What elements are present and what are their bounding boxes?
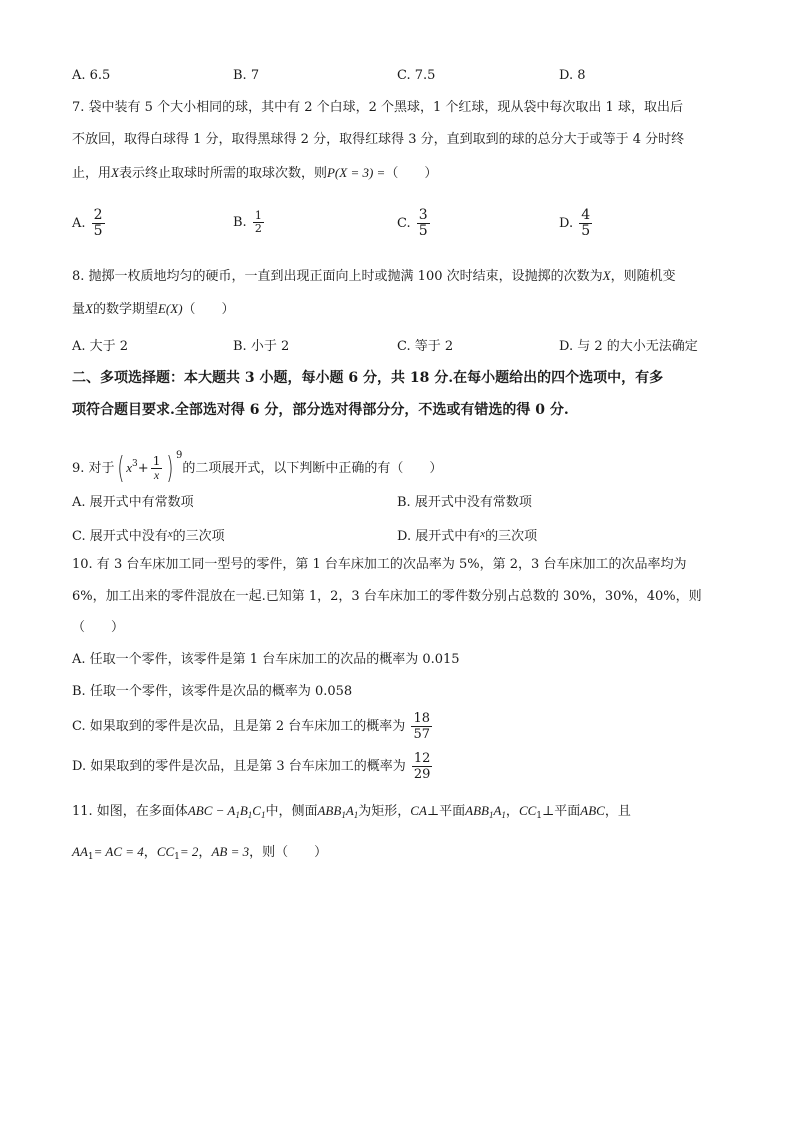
q11-text: 中，侧面 — [265, 804, 318, 819]
subscript: 1 — [501, 810, 506, 820]
fraction-denominator: 2 — [254, 222, 262, 235]
subscript: 1 — [353, 810, 359, 820]
equation: = AC = 4 — [93, 844, 144, 859]
fraction-denominator: x — [153, 468, 160, 482]
q9-suffix: 的二项展开式，以下判断中正确的有（ ） — [182, 461, 443, 476]
polyhedron-name — [188, 803, 266, 818]
plane-name — [465, 803, 506, 818]
q9-option-c — [72, 525, 225, 546]
q7-line-3 — [72, 164, 437, 183]
polyhedron-part: ABC − A — [187, 803, 236, 818]
q8-option-a: A. 大于 2 — [72, 339, 129, 354]
q8-option-d: D. 与 2 的大小无法确定 — [559, 339, 698, 354]
face-name — [317, 803, 358, 818]
segment-aa1: AA — [72, 844, 88, 859]
q10-line-1: 10. 有 3 台车床加工同一型号的零件，第 1 台车床加工的次品率为 5%，第 2，3 台车床加工的次品率均为 — [72, 557, 687, 572]
fraction-denominator: 29 — [413, 767, 431, 782]
q11-answer-paren: ，则（ ） — [249, 845, 328, 860]
q9-x: x — [126, 460, 133, 475]
q9-option-b: B. 展开式中没有常数项 — [397, 495, 532, 510]
fraction-numerator: 1 — [152, 454, 161, 468]
polyhedron-part: C — [252, 803, 261, 818]
subscript: 1 — [488, 810, 494, 820]
perpendicular-text: ⊥平面 — [542, 804, 581, 819]
q8-option-c: C. 等于 2 — [397, 339, 454, 354]
q11-text: 为矩形， — [358, 804, 411, 819]
fraction-denominator: 5 — [93, 223, 103, 239]
fraction-denominator: 5 — [581, 223, 591, 239]
face-part: ABB — [317, 803, 342, 818]
separator: ， — [198, 845, 212, 860]
fraction-numerator: 4 — [581, 207, 591, 223]
q6-option-a: A. 6.5 — [72, 68, 111, 83]
fraction-numerator: 1 — [254, 209, 262, 222]
q9-option-d — [397, 525, 537, 546]
perpendicular-text: ⊥平面 — [426, 804, 466, 819]
q7-answer-paren: （ ） — [385, 166, 438, 181]
q6-option-c: C. 7.5 — [397, 68, 436, 83]
q11-line-1 — [72, 802, 631, 825]
option-text: C. 展开式中没有 — [72, 529, 168, 544]
q7-option-d — [559, 208, 594, 239]
subscript: 1 — [235, 810, 240, 820]
fraction-numerator: 2 — [93, 207, 103, 223]
section-2-heading-line-2: 项符合题目要求.全部选对得 6 分，部分选对得部分分，不选或有错选的得 0 分. — [72, 402, 569, 418]
q7-probability-expression: P(X = 3) = — [326, 165, 386, 180]
q7-text: 止，用 — [72, 166, 112, 181]
q8-text: 量 — [72, 302, 86, 317]
subscript: 1 — [87, 852, 94, 862]
subscript: 1 — [260, 810, 266, 820]
q8-variable-x: X — [602, 268, 611, 283]
equation: AB = 3 — [211, 844, 250, 859]
q9-right-paren: ) — [166, 450, 174, 486]
q8-line-2 — [72, 300, 235, 319]
q9-exponent-9: 9 — [176, 450, 183, 461]
face-part: A — [345, 803, 354, 818]
option-text: D. 如果取到的零件是次品，且是第 3 台车床加工的概率为 — [72, 759, 406, 774]
q10-option-b: B. 任取一个零件，该零件是次品的概率为 0.058 — [72, 684, 353, 699]
q10-option-a: A. 任取一个零件，该零件是第 1 台车床加工的次品的概率为 0.015 — [72, 652, 460, 667]
segment-ca: CA — [410, 803, 427, 818]
q10-option-d — [72, 751, 434, 782]
segment-cc1: CC — [156, 844, 175, 859]
polyhedron-part: B — [239, 803, 248, 818]
option-label: A. — [72, 216, 86, 231]
q11-line-2 — [72, 843, 327, 866]
option-text: 的三次项 — [172, 529, 225, 544]
option-label: C. — [397, 216, 411, 231]
q6-option-d: D. 8 — [559, 68, 586, 83]
q11-text: ，且 — [604, 804, 631, 819]
q9-prefix: 9. 对于 — [72, 461, 115, 476]
subscript: 1 — [247, 810, 253, 820]
q11-text: 11. 如图，在多面体 — [72, 804, 188, 819]
option-text: C. 如果取到的零件是次品，且是第 2 台车床加工的概率为 — [72, 719, 406, 734]
q7-text: 表示终止取球时所需的取球次数，则 — [118, 166, 327, 181]
q9-left-paren: ( — [116, 450, 124, 486]
option-text: 的三次项 — [485, 529, 538, 544]
q8-variable-x: X — [85, 301, 93, 316]
fraction-denominator: 57 — [413, 727, 430, 742]
fraction-numerator: 12 — [413, 751, 431, 766]
separator: ， — [143, 845, 157, 860]
q7-variable-x: X — [111, 165, 119, 180]
q11-text: ， — [505, 804, 519, 819]
q8-expectation-expression: E(X) — [157, 301, 183, 316]
q7-option-a — [72, 208, 107, 239]
option-label: D. — [559, 216, 574, 231]
plane-abc: ABC — [580, 803, 605, 818]
equation: = 2 — [179, 844, 199, 859]
variable-x: x — [167, 528, 173, 540]
q9-option-a: A. 展开式中有常数项 — [72, 495, 194, 510]
q8-answer-paren: （ ） — [182, 302, 235, 317]
q6-option-b: B. 7 — [233, 68, 260, 83]
subscript: 1 — [174, 852, 180, 862]
q9-line-1 — [72, 438, 442, 487]
q8-line-1 — [72, 267, 676, 286]
plane-part: ABB — [465, 803, 489, 818]
q8-text: 的数学期望 — [92, 302, 158, 317]
q8-text: ，则随机变 — [610, 269, 676, 284]
q9-exponent-3: 3 — [132, 459, 138, 469]
variable-x: x — [480, 528, 486, 540]
subscript: 1 — [536, 811, 543, 821]
q7-line-1: 7. 袋中装有 5 个大小相同的球，其中有 2 个白球，2 个黑球，1 个红球，现从袋中每次取出 1 球，取出后 — [72, 100, 683, 115]
q9-plus: + — [137, 461, 149, 476]
fraction-numerator: 18 — [413, 711, 430, 726]
q7-option-b — [233, 210, 266, 235]
option-label: B. — [233, 215, 247, 230]
section-2-heading-line-1: 二、多项选择题：本大题共 3 小题，每小题 6 分，共 18 分.在每小题给出的四个选项中，有多 — [72, 370, 664, 386]
subscript: 1 — [341, 810, 346, 820]
q8-text: 8. 抛掷一枚质地均匀的硬币，一直到出现正面向上时或抛满 100 次时结束，设抛掷的次数为 — [72, 269, 603, 284]
q10-option-c — [72, 711, 434, 742]
q10-line-3: （ ） — [72, 620, 125, 635]
fraction-numerator: 3 — [418, 207, 428, 223]
option-text: D. 展开式中有 — [397, 529, 481, 544]
q7-line-2: 不放回，取得白球得 1 分，取得黑球得 2 分，取得红球得 3 分，直到取到的球的总分大于或等于 4 分时终 — [72, 132, 685, 147]
q7-option-c — [397, 208, 432, 239]
segment-cc1: CC — [518, 803, 537, 818]
plane-part: A — [493, 803, 502, 818]
q10-line-2: 6%，加工出来的零件混放在一起.已知第 1，2，3 台车床加工的零件数分别占总数的 30%，30%，40%，则 — [72, 589, 702, 604]
fraction-denominator: 5 — [418, 223, 428, 239]
q8-option-b: B. 小于 2 — [233, 339, 290, 354]
